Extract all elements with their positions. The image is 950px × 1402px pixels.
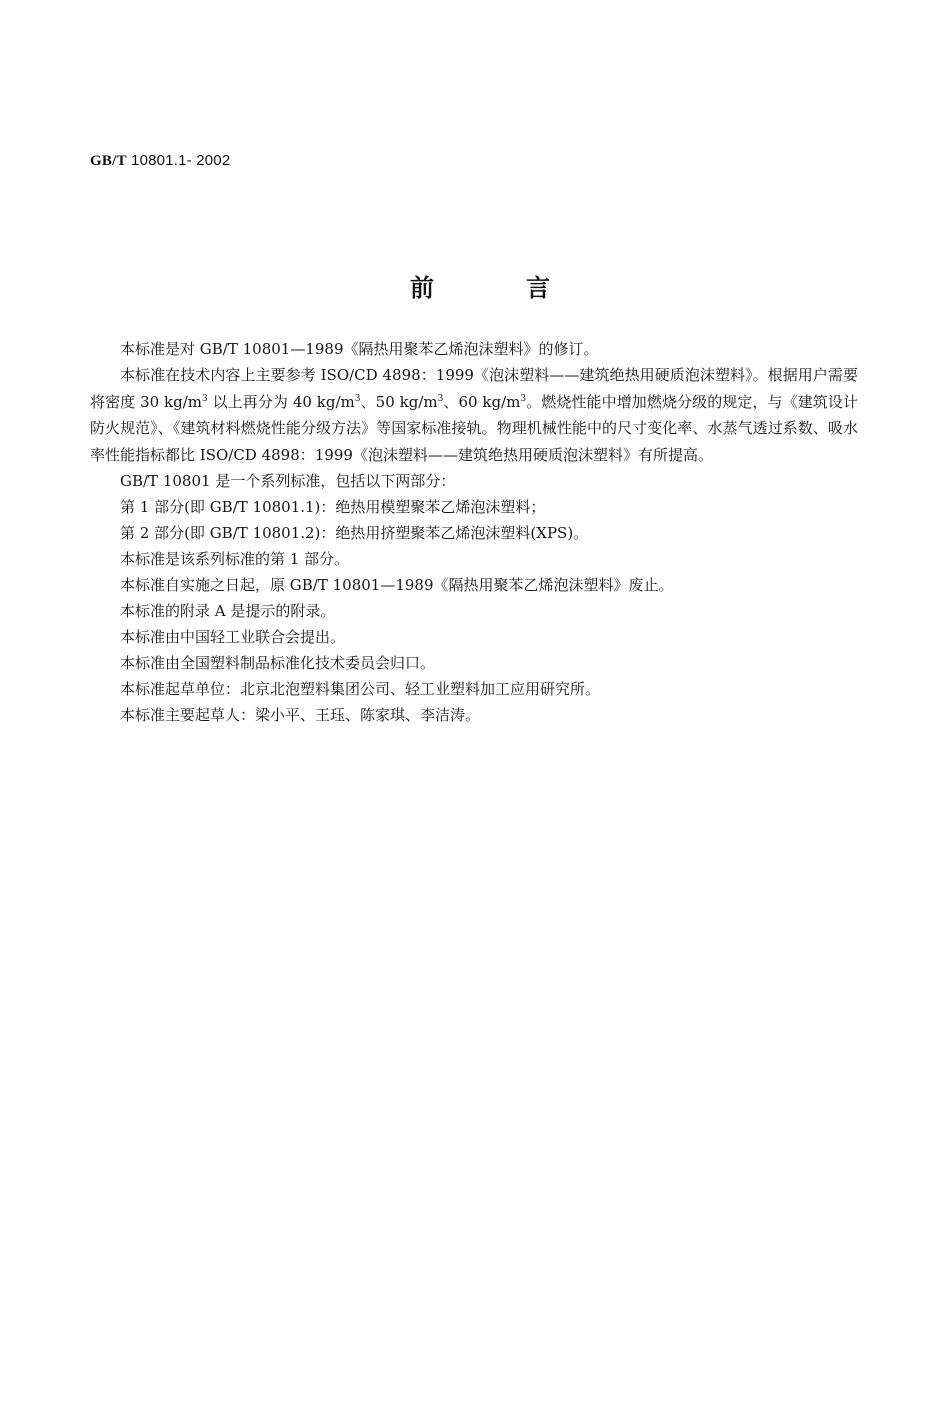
paragraph-9: 本标准由中国轻工业联合会提出。 xyxy=(120,628,346,646)
paragraph-2-text-c: 、50 kg/m xyxy=(360,392,438,411)
paragraph-2-text-a: 本标准在技术内容上主要参考 ISO/CD 4898：1999《泡沫塑料——建筑绝热用硬质泡沫塑料》。根据用户需要将密度 30 kg/m xyxy=(90,366,858,411)
paragraph-5: 第 2 部分(即 GB/T 10801.2)：绝热用挤塑聚苯乙烯泡沫塑料(XPS)。 xyxy=(120,524,589,542)
paragraph-4: 第 1 部分(即 GB/T 10801.1)：绝热用模塑聚苯乙烯泡沫塑料； xyxy=(120,498,546,516)
page-title xyxy=(410,268,550,303)
standard-code-number: 10801.1- 2002 xyxy=(126,152,231,169)
superscript-3: 3 xyxy=(354,393,361,404)
paragraph-3: GB/T 10801 是一个系列标准，包括以下两部分： xyxy=(120,472,456,490)
paragraph-8: 本标准的附录 A 是提示的附录。 xyxy=(120,602,336,620)
standard-code-prefix: GB/T xyxy=(90,153,127,169)
paragraph-10: 本标准由全国塑料制品标准化技术委员会归口。 xyxy=(120,654,436,672)
standard-code-header xyxy=(90,152,230,170)
paragraph-7: 本标准自实施之日起，原 GB/T 10801—1989《隔热用聚苯乙烯泡沫塑料》废止。 xyxy=(120,576,674,594)
superscript-3: 3 xyxy=(202,393,208,404)
title-char-1: 前 xyxy=(410,274,434,302)
foreword-body xyxy=(90,336,858,728)
paragraph-2 xyxy=(90,362,858,468)
paragraph-1: 本标准是对 GB/T 10801—1989《隔热用聚苯乙烯泡沫塑料》的修订。 xyxy=(120,340,599,358)
paragraph-6: 本标准是该系列标准的第 1 部分。 xyxy=(120,550,350,568)
title-char-2: 言 xyxy=(526,274,550,302)
paragraph-2-text-b: 以上再分为 40 kg/m xyxy=(207,392,355,411)
superscript-3: 3 xyxy=(437,393,444,404)
paragraph-12: 本标准主要起草人：梁小平、王珏、陈家琪、李洁涛。 xyxy=(120,706,481,724)
paragraph-2-text-e: 。燃烧性能中增加燃烧分级的规定，与《建筑设计防火规范》、《建筑材料燃烧性能分级方法》等国家标准接轨。物理机械性能中的尺寸变化率、水蒸气透过系数、吸水率性能指标都比 ISO/CD 4898：1999《泡沫塑料——建筑绝热用硬质泡沫塑料》有所提高。 xyxy=(90,392,858,464)
paragraph-2-text-d: 、60 kg/m xyxy=(443,392,521,411)
superscript-3: 3 xyxy=(520,393,527,404)
paragraph-11: 本标准起草单位：北京北泡塑料集团公司、轻工业塑料加工应用研究所。 xyxy=(120,680,601,698)
